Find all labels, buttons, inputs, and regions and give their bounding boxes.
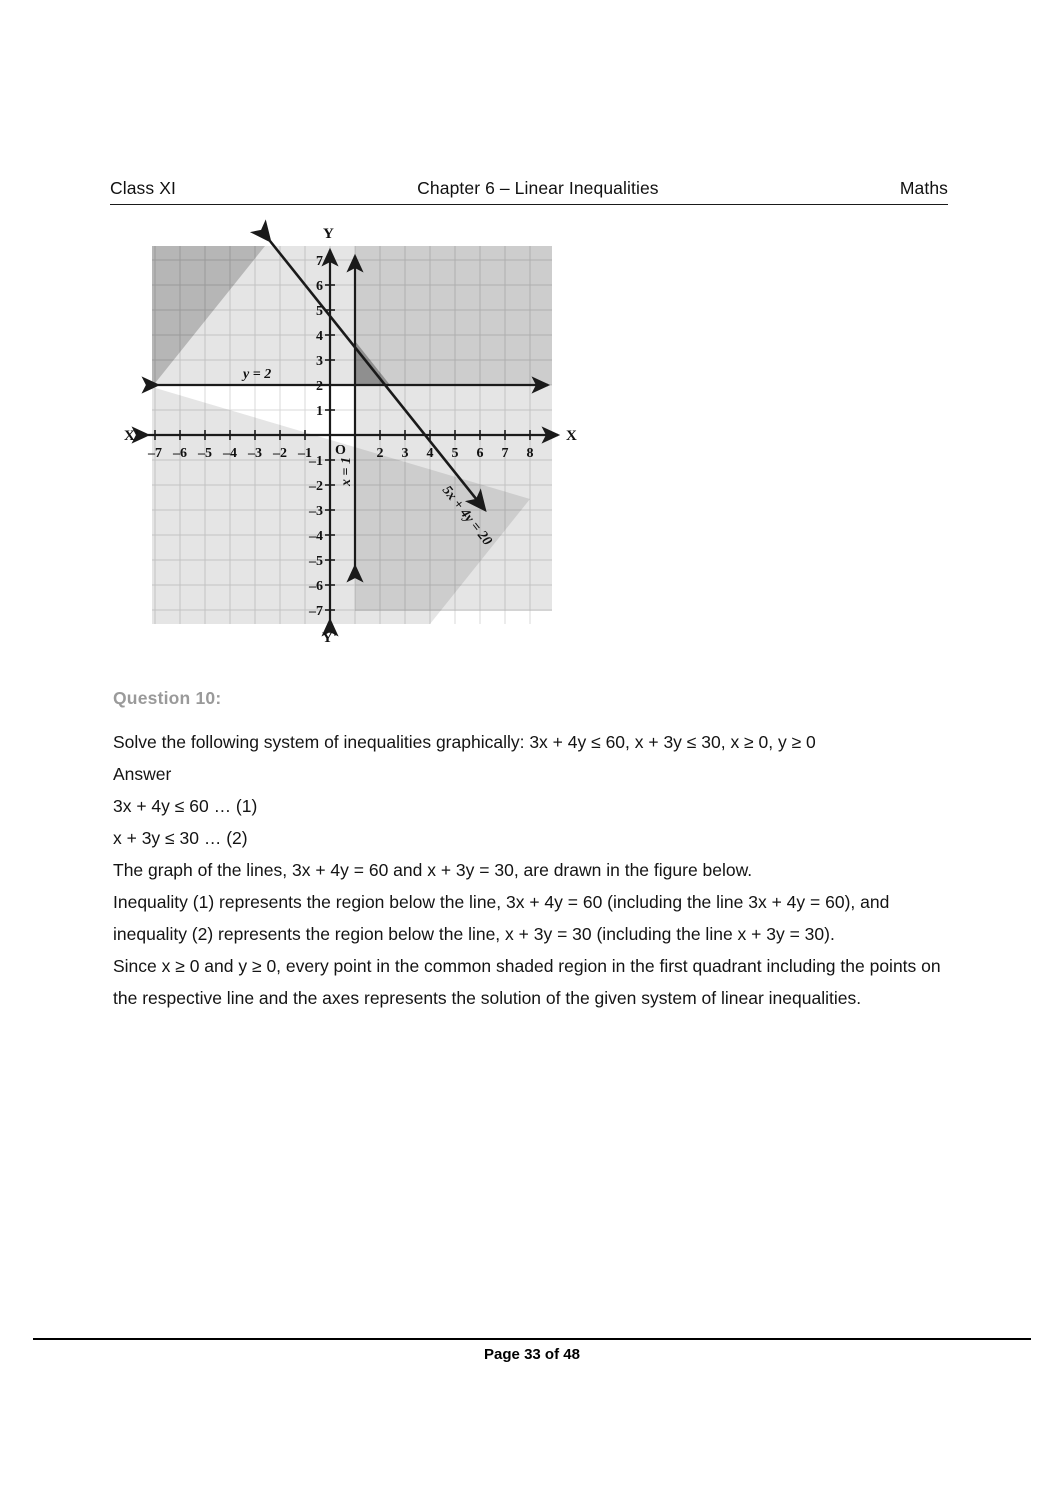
header-chapter-title: Chapter 6 – Linear Inequalities (417, 178, 659, 198)
x-tick-label: 3 (401, 446, 409, 461)
axis-label-y-positive: Y (323, 226, 334, 242)
y-tick-label: –7 (309, 604, 323, 619)
question-statement: Solve the following system of inequalities graphically: 3x + 4y ≤ 60, x + 3y ≤ 30, x ≥ 0, y ≥ 0 (113, 732, 816, 752)
header-class-label: Class XI (110, 178, 176, 198)
page-footer (33, 1338, 1031, 1363)
x-tick-label: –4 (223, 446, 237, 461)
y-tick-label: 3 (316, 354, 323, 369)
graph-figure (110, 218, 590, 668)
origin-label: O (335, 443, 346, 458)
graph-description: The graph of the lines, 3x + 4y = 60 and x + 3y = 30, are drawn in the figure below. (113, 860, 753, 880)
inequality-one: 3x + 4y ≤ 60 … (1) (113, 796, 258, 816)
x-tick-label: –6 (173, 446, 187, 461)
label-5x-plus-4y-equals-20: 5x + 4y = 20 (438, 483, 495, 549)
solution-conclusion: Since x ≥ 0 and y ≥ 0, every point in the common shaded region in the first quadrant including the points on the respective line and the axes represents the solution of the given system of linear inequalities. (113, 956, 941, 1008)
answer-content (113, 688, 968, 1014)
axis-label-y-negative: Y' (322, 630, 337, 646)
label-y-equals-2: y = 2 (243, 367, 272, 382)
y-tick-label: –1 (309, 454, 323, 469)
x-tick-label: –1 (298, 446, 312, 461)
page-header (110, 178, 948, 205)
y-tick-label: 7 (316, 254, 323, 269)
x-tick-label: –2 (273, 446, 287, 461)
region-explanation: Inequality (1) represents the region below the line, 3x + 4y = 60 (including the line 3x + 4y = 60), and inequality (2) represents the region below the line, x + 3y = 30 (including the line x + 3y = 30). (113, 892, 890, 944)
y-tick-label: –6 (309, 579, 323, 594)
x-tick-label: 2 (376, 446, 384, 461)
answer-heading: Answer (113, 764, 172, 784)
axis-label-x-negative: X' (124, 428, 139, 444)
y-tick-label: –4 (309, 529, 323, 544)
x-tick-label: –7 (148, 446, 162, 461)
y-tick-label: 6 (316, 279, 323, 294)
x-tick-label: 5 (451, 446, 459, 461)
x-tick-label: 8 (526, 446, 534, 461)
y-tick-label: 4 (316, 329, 323, 344)
y-tick-label: 1 (316, 404, 323, 419)
axis-label-x-positive: X (566, 428, 577, 444)
label-x-equals-1: x = 1 (339, 457, 354, 486)
x-tick-label: 4 (426, 446, 434, 461)
y-tick-label: –3 (309, 504, 323, 519)
header-subject-label: Maths (899, 178, 948, 198)
y-tick-label: 5 (316, 304, 323, 319)
page-number-text: Page 33 of 48 (484, 1346, 580, 1363)
question-label: Question 10: (113, 688, 222, 708)
shaded-region-x-ge-1 (355, 231, 552, 611)
x-tick-label: 6 (476, 446, 484, 461)
y-tick-label: 2 (316, 379, 323, 394)
y-tick-label: –2 (309, 479, 323, 494)
x-tick-label: –5 (198, 446, 212, 461)
x-tick-label: –3 (248, 446, 262, 461)
y-tick-label: –5 (309, 554, 323, 569)
inequality-two: x + 3y ≤ 30 … (2) (113, 828, 248, 848)
x-tick-label: 7 (501, 446, 509, 461)
